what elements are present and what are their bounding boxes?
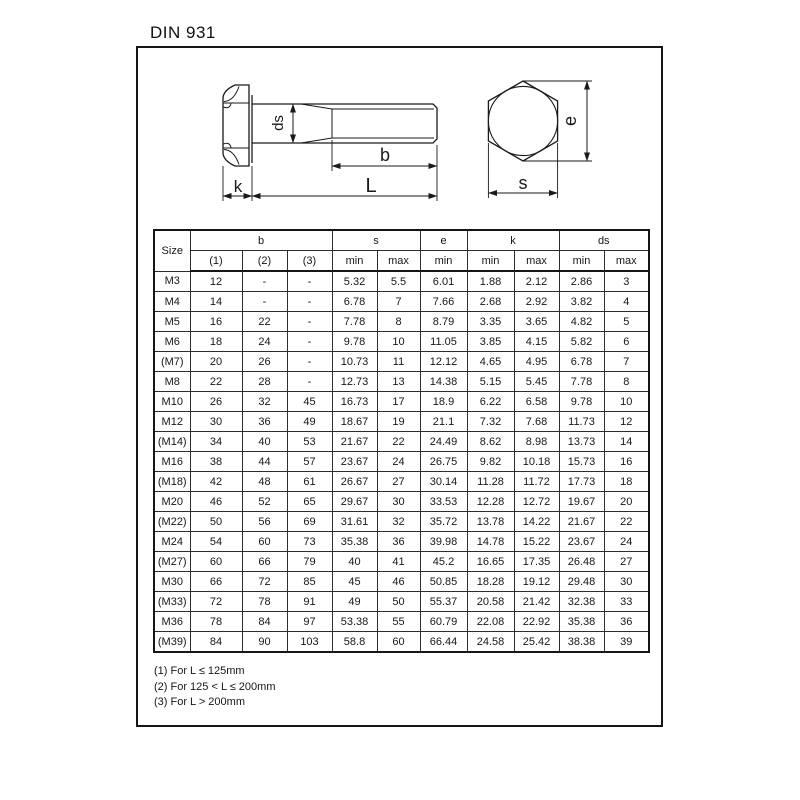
value-cell: 12: [604, 412, 649, 432]
value-cell: -: [287, 312, 332, 332]
page-title: DIN 931: [150, 23, 216, 42]
value-cell: -: [242, 271, 287, 292]
table-row: [154, 271, 649, 292]
value-cell: 50: [377, 592, 420, 612]
value-cell: 12.72: [514, 492, 559, 512]
value-cell: 30: [604, 572, 649, 592]
value-cell: 73: [287, 532, 332, 552]
value-cell: 49: [287, 412, 332, 432]
value-cell: 26: [242, 352, 287, 372]
value-cell: 12.12: [420, 352, 467, 372]
value-cell: 60: [242, 532, 287, 552]
value-cell: 8.98: [514, 432, 559, 452]
value-cell: 49: [332, 592, 377, 612]
value-cell: 19.67: [559, 492, 604, 512]
value-cell: 24: [604, 532, 649, 552]
value-cell: 60.79: [420, 612, 467, 632]
table-row: [154, 532, 649, 552]
size-cell: (M22): [154, 512, 190, 532]
bolt-thread-lines: [332, 109, 434, 138]
value-cell: 35.38: [332, 532, 377, 552]
subheader-b1: (1): [190, 251, 242, 272]
value-cell: 2.12: [514, 271, 559, 292]
value-cell: 33: [604, 592, 649, 612]
value-cell: 5.82: [559, 332, 604, 352]
value-cell: 22: [604, 512, 649, 532]
value-cell: 17: [377, 392, 420, 412]
value-cell: 35.72: [420, 512, 467, 532]
value-cell: 16.73: [332, 392, 377, 412]
subheader-b3: (3): [287, 251, 332, 272]
value-cell: 34: [190, 432, 242, 452]
subheader-b2: (2): [242, 251, 287, 272]
value-cell: 8: [377, 312, 420, 332]
column-header-ds: ds: [559, 230, 649, 251]
value-cell: 45.2: [420, 552, 467, 572]
value-cell: 6.78: [332, 292, 377, 312]
value-cell: 10.73: [332, 352, 377, 372]
value-cell: 7.32: [467, 412, 514, 432]
subheader-k-min: min: [467, 251, 514, 272]
bolt-technical-drawing: [138, 48, 660, 226]
value-cell: 32: [377, 512, 420, 532]
value-cell: 3: [604, 271, 649, 292]
dimension-table: [153, 229, 650, 653]
bolt-head-chamfer-arcs: [224, 87, 240, 165]
value-cell: 66: [190, 572, 242, 592]
value-cell: 21.67: [559, 512, 604, 532]
value-cell: 46: [377, 572, 420, 592]
table-row: [154, 612, 649, 632]
subheader-ds-min: min: [559, 251, 604, 272]
value-cell: 90: [242, 632, 287, 653]
value-cell: 9.78: [332, 332, 377, 352]
value-cell: -: [287, 292, 332, 312]
value-cell: 3.65: [514, 312, 559, 332]
column-header-b: b: [190, 230, 332, 251]
value-cell: 69: [287, 512, 332, 532]
value-cell: 6.01: [420, 271, 467, 292]
value-cell: 18.9: [420, 392, 467, 412]
table-row: [154, 352, 649, 372]
value-cell: 18.28: [467, 572, 514, 592]
value-cell: 5.45: [514, 372, 559, 392]
end-view-dimensions: [488, 81, 592, 198]
size-cell: (M27): [154, 552, 190, 572]
value-cell: 52: [242, 492, 287, 512]
value-cell: 65: [287, 492, 332, 512]
value-cell: 16.65: [467, 552, 514, 572]
size-cell: M6: [154, 332, 190, 352]
value-cell: 11.05: [420, 332, 467, 352]
value-cell: 38: [190, 452, 242, 472]
column-header-k: k: [467, 230, 559, 251]
value-cell: 50.85: [420, 572, 467, 592]
dim-label-ds: ds: [270, 115, 287, 131]
value-cell: 44: [242, 452, 287, 472]
value-cell: 15.22: [514, 532, 559, 552]
value-cell: 7.78: [559, 372, 604, 392]
value-cell: 3.82: [559, 292, 604, 312]
size-cell: M30: [154, 572, 190, 592]
value-cell: 18.67: [332, 412, 377, 432]
value-cell: 10: [377, 332, 420, 352]
value-cell: 14.22: [514, 512, 559, 532]
table-row: [154, 472, 649, 492]
value-cell: 6.58: [514, 392, 559, 412]
value-cell: 78: [190, 612, 242, 632]
value-cell: -: [242, 292, 287, 312]
value-cell: 24: [242, 332, 287, 352]
value-cell: 9.78: [559, 392, 604, 412]
size-cell: M36: [154, 612, 190, 632]
value-cell: 40: [332, 552, 377, 572]
value-cell: 26.75: [420, 452, 467, 472]
value-cell: 4: [604, 292, 649, 312]
size-cell: M10: [154, 392, 190, 412]
value-cell: 13.78: [467, 512, 514, 532]
value-cell: 66: [242, 552, 287, 572]
value-cell: 72: [190, 592, 242, 612]
value-cell: 38.38: [559, 632, 604, 653]
hexagon-outline: [488, 81, 557, 161]
value-cell: 45: [287, 392, 332, 412]
bolt-head-facet-lines: [223, 103, 249, 148]
value-cell: 7.68: [514, 412, 559, 432]
value-cell: 2.68: [467, 292, 514, 312]
table-row: [154, 592, 649, 612]
value-cell: 66.44: [420, 632, 467, 653]
side-view-dimensions: [223, 104, 437, 201]
value-cell: 39.98: [420, 532, 467, 552]
value-cell: 14: [604, 432, 649, 452]
footnote-3: (3) For L > 200mm: [154, 696, 245, 708]
value-cell: 5: [604, 312, 649, 332]
value-cell: 36: [604, 612, 649, 632]
value-cell: 6.78: [559, 352, 604, 372]
value-cell: 33.53: [420, 492, 467, 512]
footnotes: [154, 664, 275, 711]
table-row: [154, 332, 649, 352]
value-cell: 54: [190, 532, 242, 552]
value-cell: 3.85: [467, 332, 514, 352]
value-cell: -: [287, 271, 332, 292]
value-cell: 5.5: [377, 271, 420, 292]
subheader-ds-max: max: [604, 251, 649, 272]
dim-label-k: k: [233, 177, 243, 196]
value-cell: 26.67: [332, 472, 377, 492]
value-cell: 4.15: [514, 332, 559, 352]
size-cell: (M7): [154, 352, 190, 372]
size-cell: M5: [154, 312, 190, 332]
table-body: [154, 271, 649, 652]
value-cell: 20.58: [467, 592, 514, 612]
value-cell: 3.35: [467, 312, 514, 332]
value-cell: 14.78: [467, 532, 514, 552]
value-cell: 5.32: [332, 271, 377, 292]
value-cell: 7.78: [332, 312, 377, 332]
value-cell: 11.72: [514, 472, 559, 492]
value-cell: 29.48: [559, 572, 604, 592]
extension-lines: [223, 140, 437, 201]
bolt-side-view: [223, 85, 437, 166]
value-cell: 21.67: [332, 432, 377, 452]
subheader-k-max: max: [514, 251, 559, 272]
bolt-head-outline: [223, 85, 249, 166]
value-cell: 14: [190, 292, 242, 312]
table-row: [154, 372, 649, 392]
footnote-2: (2) For 125 < L ≤ 200mm: [154, 680, 276, 693]
dim-label-b: b: [379, 145, 391, 165]
value-cell: 1.88: [467, 271, 514, 292]
value-cell: 7: [377, 292, 420, 312]
value-cell: 20: [190, 352, 242, 372]
column-header-size: Size: [154, 230, 190, 271]
value-cell: 11.28: [467, 472, 514, 492]
value-cell: 50: [190, 512, 242, 532]
size-cell: M3: [154, 271, 190, 292]
value-cell: 97: [287, 612, 332, 632]
value-cell: 55.37: [420, 592, 467, 612]
value-cell: 18: [604, 472, 649, 492]
value-cell: 11: [377, 352, 420, 372]
table-row: [154, 512, 649, 532]
value-cell: 22.08: [467, 612, 514, 632]
value-cell: 26.48: [559, 552, 604, 572]
value-cell: 24.49: [420, 432, 467, 452]
value-cell: 103: [287, 632, 332, 653]
value-cell: 19.12: [514, 572, 559, 592]
value-cell: 13.73: [559, 432, 604, 452]
value-cell: 53.38: [332, 612, 377, 632]
value-cell: 4.95: [514, 352, 559, 372]
value-cell: 22: [190, 372, 242, 392]
value-cell: 22: [242, 312, 287, 332]
table-row: [154, 552, 649, 572]
value-cell: 29.67: [332, 492, 377, 512]
value-cell: 11.73: [559, 412, 604, 432]
table-row: [154, 452, 649, 472]
value-cell: 7.66: [420, 292, 467, 312]
value-cell: 22.92: [514, 612, 559, 632]
value-cell: 24.58: [467, 632, 514, 653]
value-cell: 8.62: [467, 432, 514, 452]
value-cell: 40: [242, 432, 287, 452]
value-cell: 32.38: [559, 592, 604, 612]
value-cell: 21.42: [514, 592, 559, 612]
value-cell: 91: [287, 592, 332, 612]
value-cell: -: [287, 352, 332, 372]
table-row: [154, 632, 649, 653]
value-cell: 6: [604, 332, 649, 352]
value-cell: 20: [604, 492, 649, 512]
value-cell: 21.1: [420, 412, 467, 432]
size-cell: (M18): [154, 472, 190, 492]
value-cell: 10.18: [514, 452, 559, 472]
value-cell: 18: [190, 332, 242, 352]
value-cell: 6.22: [467, 392, 514, 412]
value-cell: 10: [604, 392, 649, 412]
value-cell: -: [287, 332, 332, 352]
value-cell: 30.14: [420, 472, 467, 492]
value-cell: 15.73: [559, 452, 604, 472]
size-cell: M16: [154, 452, 190, 472]
value-cell: 22: [377, 432, 420, 452]
size-cell: M8: [154, 372, 190, 392]
value-cell: 17.73: [559, 472, 604, 492]
table-row: [154, 412, 649, 432]
chamfer-circle: [488, 86, 557, 155]
value-cell: 2.86: [559, 271, 604, 292]
value-cell: 7: [604, 352, 649, 372]
value-cell: 16: [190, 312, 242, 332]
value-cell: 84: [242, 612, 287, 632]
table-row: [154, 312, 649, 332]
value-cell: 4.65: [467, 352, 514, 372]
size-cell: (M39): [154, 632, 190, 653]
bolt-end-view: [488, 81, 557, 161]
value-cell: 8.79: [420, 312, 467, 332]
value-cell: 46: [190, 492, 242, 512]
value-cell: 27: [604, 552, 649, 572]
value-cell: 48: [242, 472, 287, 492]
subheader-s-max: max: [377, 251, 420, 272]
value-cell: 36: [242, 412, 287, 432]
value-cell: 60: [190, 552, 242, 572]
value-cell: 57: [287, 452, 332, 472]
value-cell: 30: [377, 492, 420, 512]
value-cell: 58.8: [332, 632, 377, 653]
value-cell: 53: [287, 432, 332, 452]
value-cell: 45: [332, 572, 377, 592]
value-cell: 79: [287, 552, 332, 572]
value-cell: 55: [377, 612, 420, 632]
table-row: [154, 572, 649, 592]
value-cell: 32: [242, 392, 287, 412]
value-cell: 26: [190, 392, 242, 412]
dim-label-e: e: [560, 115, 580, 127]
value-cell: 4.82: [559, 312, 604, 332]
value-cell: 72: [242, 572, 287, 592]
value-cell: 23.67: [559, 532, 604, 552]
value-cell: 84: [190, 632, 242, 653]
value-cell: 27: [377, 472, 420, 492]
subheader-e-min: min: [420, 251, 467, 272]
value-cell: 78: [242, 592, 287, 612]
drawing-frame: [136, 46, 663, 727]
table-row: [154, 292, 649, 312]
value-cell: 23.67: [332, 452, 377, 472]
value-cell: 31.61: [332, 512, 377, 532]
value-cell: 19: [377, 412, 420, 432]
table-header: [154, 230, 649, 271]
size-cell: M20: [154, 492, 190, 512]
value-cell: 13: [377, 372, 420, 392]
value-cell: 9.82: [467, 452, 514, 472]
extension-lines: [488, 81, 592, 198]
table-row: [154, 492, 649, 512]
size-cell: (M14): [154, 432, 190, 452]
value-cell: 16: [604, 452, 649, 472]
column-header-e: e: [420, 230, 467, 251]
value-cell: 25.42: [514, 632, 559, 653]
size-cell: (M33): [154, 592, 190, 612]
value-cell: 60: [377, 632, 420, 653]
value-cell: -: [287, 372, 332, 392]
value-cell: 24: [377, 452, 420, 472]
value-cell: 12: [190, 271, 242, 292]
value-cell: 41: [377, 552, 420, 572]
value-cell: 30: [190, 412, 242, 432]
value-cell: 17.35: [514, 552, 559, 572]
value-cell: 61: [287, 472, 332, 492]
bolt-thread-runout: [301, 104, 332, 143]
value-cell: 35.38: [559, 612, 604, 632]
dim-label-L: L: [365, 175, 377, 197]
value-cell: 8: [604, 372, 649, 392]
value-cell: 56: [242, 512, 287, 532]
value-cell: 12.28: [467, 492, 514, 512]
table-row: [154, 392, 649, 412]
size-cell: M4: [154, 292, 190, 312]
value-cell: 39: [604, 632, 649, 653]
value-cell: 42: [190, 472, 242, 492]
value-cell: 14.38: [420, 372, 467, 392]
dim-label-s: s: [518, 173, 528, 193]
value-cell: 12.73: [332, 372, 377, 392]
footnote-1: (1) For L ≤ 125mm: [154, 665, 245, 677]
size-cell: M24: [154, 532, 190, 552]
value-cell: 2.92: [514, 292, 559, 312]
column-header-s: s: [332, 230, 420, 251]
subheader-s-min: min: [332, 251, 377, 272]
value-cell: 36: [377, 532, 420, 552]
value-cell: 85: [287, 572, 332, 592]
value-cell: 28: [242, 372, 287, 392]
value-cell: 5.15: [467, 372, 514, 392]
table-row: [154, 432, 649, 452]
size-cell: M12: [154, 412, 190, 432]
